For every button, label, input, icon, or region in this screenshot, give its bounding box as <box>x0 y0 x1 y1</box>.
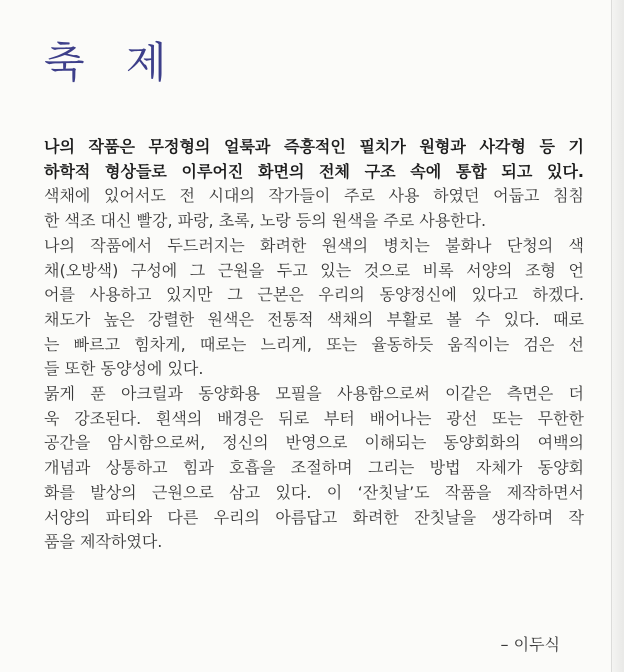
paragraph-line: 채도가 높은 강렬한 원색은 전통적 색채의 부활로 볼 수 있다. 때로 <box>44 309 584 329</box>
paragraph-line: 화를 발상의 근원으로 삼고 있다. 이 ‘잔칫날’도 작품을 제작하면서 <box>44 482 584 502</box>
paragraph-line: 색채에 있어서도 전 시대의 작가들이 주로 사용 하였던 어둡고 침침 <box>44 186 584 206</box>
paragraph-line: 공간을 암시함으로써, 정신의 반영으로 이해되는 동양회화의 여백의 <box>44 433 584 453</box>
paragraph-line: 품을 제작하였다. <box>44 532 163 552</box>
page-edge <box>611 0 624 672</box>
paragraph-line: 어를 사용하고 있지만 그 근본은 우리의 동양정신에 있다고 하겠다. <box>44 285 584 305</box>
paragraph-line: 묽게 푼 아크릴과 동양화용 모필을 사용함으로써 이같은 측면은 더 <box>44 384 584 404</box>
paragraph-line: 서양의 파티와 다른 우리의 아름답고 화려한 잔칫날을 생각하며 작 <box>44 507 584 527</box>
page-title: 축 제 <box>44 38 181 87</box>
paragraph-line: 채(오방색) 구성에 그 근원을 두고 있는 것으로 비록 서양의 조형 언 <box>44 260 584 280</box>
paragraph-line: 들 또한 동양성에 있다. <box>44 359 204 379</box>
body-text <box>44 135 584 555</box>
paragraph-line: 나의 작품에서 두드러지는 화려한 원색의 병치는 불화나 단청의 색 <box>44 235 584 255</box>
intro-line: 하학적 형상들로 이루어진 화면의 전체 구조 속에 통합 되고 있다. <box>44 161 584 181</box>
author-signature: – 이두식 <box>500 635 560 654</box>
intro-line: 나의 작품은 무정형의 얼룩과 즉흥적인 필치가 원형과 사각형 등 기 <box>44 137 584 156</box>
paragraph-line: 는 빠르고 힘차게, 때로는 느리게, 또는 율동하듯 움직이는 검은 선 <box>44 334 584 354</box>
paragraph-line: 개념과 상통하고 힘과 호흡을 조절하며 그리는 방법 자체가 동양회 <box>44 458 584 478</box>
paragraph-line: 한 색조 대신 빨강, 파랑, 초록, 노랑 등의 원색을 주로 사용한다. <box>44 211 487 231</box>
paragraph-line: 욱 강조된다. 흰색의 배경은 뒤로 부터 배어나는 광선 또는 무한한 <box>44 408 584 428</box>
